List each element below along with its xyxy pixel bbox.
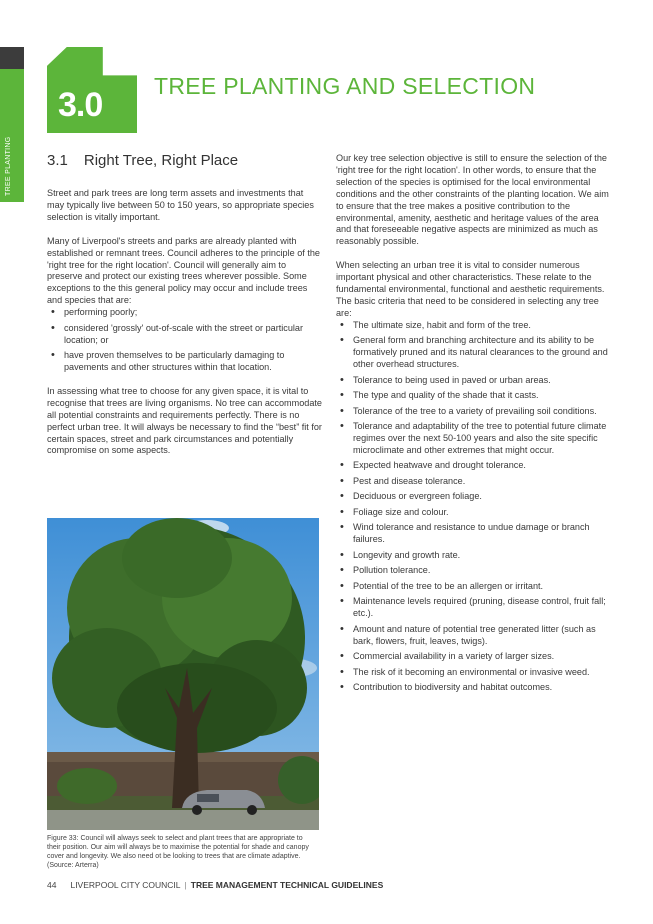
side-tab xyxy=(0,69,24,202)
list-item: • General form and branching architecture and its ability to be formatively pruned and its natural clearances to the ground and other overhead structures. xyxy=(336,335,610,371)
figure-caption: Figure 33: Council will always seek to select and plant trees that are appropriate to their position. Our aim will always be to maximise the potential for shade and canopy cover and longevity. We also need ot be looking to trees that are climate adaptive. (Source: Arterra) xyxy=(47,835,309,869)
list-item: • Longevity and growth rate. xyxy=(336,550,610,562)
left-paragraph-2: Many of Liverpool's streets and parks are already planted with established or remnant trees. Council adheres to the principle of the 'right tree for the right location'. Council will generally aim to preserve and protect our existing trees wherever possible. Some exceptions to the this general policy may occur and include trees and species that are: xyxy=(47,235,320,306)
list-item: • Tolerance and adaptability of the tree to potential future climate regimes over the next 50-100 years and also the site specific microclimate and other extremes that might occur. xyxy=(336,421,610,457)
list-item: • performing poorly; xyxy=(47,307,322,319)
page-number: 44 xyxy=(47,880,57,890)
left-column xyxy=(47,188,322,469)
list-item: • Pest and disease tolerance. xyxy=(336,476,610,488)
left-paragraph-3: In assessing what tree to choose for any given space, it is vital to recognise that trees are living organisms. No tree can accommodate all potential constraints and requirements perfectly. There is no perfect urban tree. It will always be necessary to find the “best” fit for certain spaces, street and park circumstances and potentially compromise on some aspects. xyxy=(47,385,322,456)
list-item: • Tolerance to being used in paved or urban areas. xyxy=(336,375,610,387)
list-item: • Amount and nature of potential tree generated litter (such as bark, flowers, fruit, leaves, twigs). xyxy=(336,624,610,648)
list-item: • Expected heatwave and drought tolerance. xyxy=(336,460,610,472)
footer-separator: | xyxy=(184,880,187,890)
tree-photo xyxy=(47,518,319,830)
section-title: Right Tree, Right Place xyxy=(83,152,239,169)
list-item: • Pollution tolerance. xyxy=(336,565,610,577)
page-footer xyxy=(47,880,383,890)
list-item: • Maintenance levels required (pruning, disease control, fruit fall; etc.). xyxy=(336,596,610,620)
left-bullet-list xyxy=(47,307,322,374)
side-tab-dark-block xyxy=(0,47,24,69)
list-item: • Contribution to biodiversity and habitat outcomes. xyxy=(336,682,610,694)
list-item: • Foliage size and colour. xyxy=(336,507,610,519)
footer-document-title: TREE MANAGEMENT TECHNICAL GUIDELINES xyxy=(190,880,384,890)
section-badge-number: 3.0 xyxy=(58,86,103,124)
list-item: • The type and quality of the shade that it casts. xyxy=(336,390,610,402)
list-item: • The risk of it becoming an environmental or invasive weed. xyxy=(336,667,610,679)
list-item: • Deciduous or evergreen foliage. xyxy=(336,491,610,503)
list-item: • The ultimate size, habit and form of the tree. xyxy=(336,320,610,332)
left-paragraph-1: Street and park trees are long term assets and investments that may typically live between 50 to 150 years, so appropriate species selection is vitally important. xyxy=(47,188,314,222)
list-item: • have proven themselves to be particularly damaging to pavements and other structures within that location. xyxy=(47,350,322,374)
right-paragraph-1: Our key tree selection objective is still to ensure the selection of the 'right tree for the right location'. In other words, to ensure that the selection of the species is optimised for the local environmental conditions and the other constraints of the planting location. We aim to ensure that the tree makes a positive contribution to the environmental, amenity, aesthetic and heritage values of the area and that foreseeable negative aspects are minimized as much as reasonably possible. xyxy=(336,153,609,247)
side-tab-label: TREE PLANTING xyxy=(5,136,12,196)
criteria-list xyxy=(336,320,610,694)
section-heading xyxy=(47,152,238,169)
list-item: • Potential of the tree to be an allergen or irritant. xyxy=(336,581,610,593)
tree-photo-illustration xyxy=(47,518,319,830)
right-paragraph-2: When selecting an urban tree it is vital to consider numerous important physical and other characteristics. These relate to the fundamental environmental, functional and aesthetic requirements. The basic criteria that need to be considered in selecting any tree are: xyxy=(336,260,605,318)
list-item: • Tolerance of the tree to a variety of prevailing soil conditions. xyxy=(336,406,610,418)
list-item: • considered 'grossly' out-of-scale with the street or particular location; or xyxy=(47,323,322,347)
page-title: TREE PLANTING AND SELECTION xyxy=(154,73,536,99)
list-item: • Wind tolerance and resistance to undue damage or branch failures. xyxy=(336,522,610,546)
right-column xyxy=(336,153,610,698)
list-item: • Commercial availability in a variety of larger sizes. xyxy=(336,651,610,663)
footer-organisation: LIVERPOOL CITY COUNCIL xyxy=(70,880,181,890)
section-number: 3.1 xyxy=(47,152,68,169)
